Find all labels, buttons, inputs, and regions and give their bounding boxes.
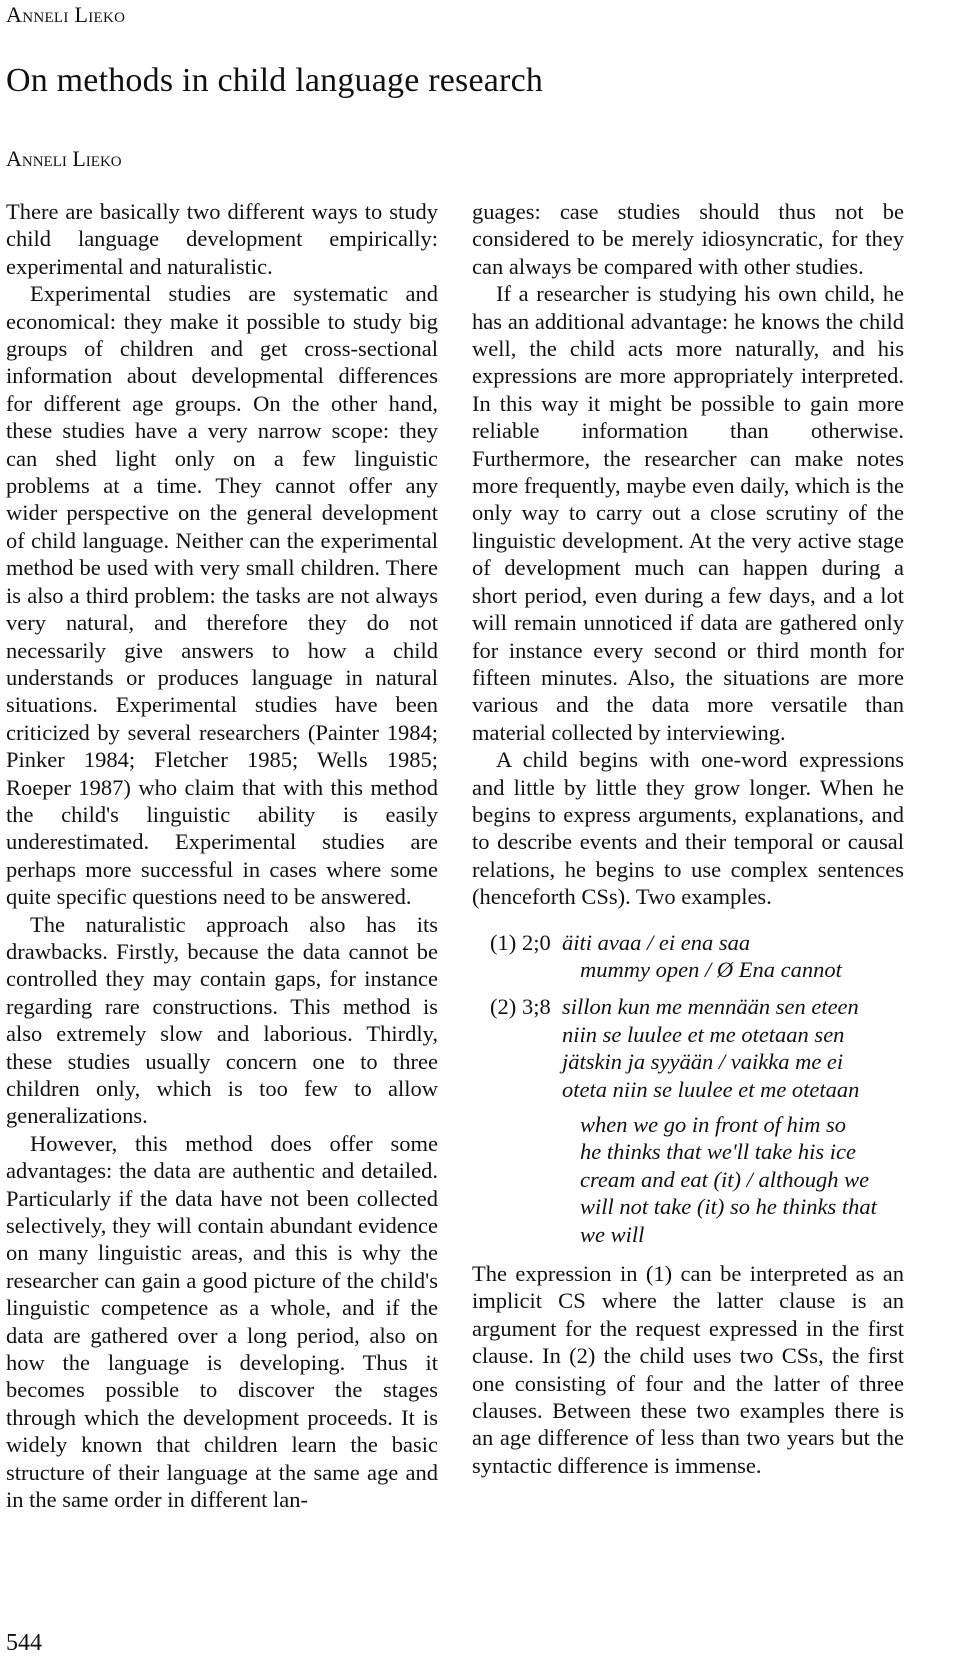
example-line: sillon kun me mennään sen eteen xyxy=(562,994,859,1020)
paragraph: If a researcher is studying his own child, he has an additional advantage: he knows the child well, the child acts more naturally, and his expressions are more appropriately interpreted. In this way it might be possible to gain more reliable information than otherwise. Furthermore, the researcher can make notes more frequently, maybe even daily, which is the only way to carry out a close scrutiny of the linguistic development. At the very active stage of development much can happen during a short period, even during a few days, and a lot will remain unnoticed if data are gathered only for instance every second or third month for fifteen minutes. Also, the situations are more various and the data more versatile than material collected by interviewing. xyxy=(472,281,904,745)
article-author: Anneli Lieko xyxy=(6,146,122,171)
paragraph: Experimental studies are systematic and economical: they make it possible to study big groups of children and get cross-sectional information about developmental differences for different age groups. On the other hand, these studies have a very narrow scope: they can shed light only on a few linguistic problems at a time. They cannot offer any wider perspective on the general development of child language. Neither can the experimental method be used with very small children. There is also a third problem: the tasks are not always very natural, and therefore they do not necessarily give answers to how a child understands or produces language in natural situations. Experimental studies have been criticized by several researchers (Painter 1984; Pinker 1984; Fletcher 1985; Wells 1985; Roeper 1987) who claim that with this method the child's linguistic ability is easily underestimated. Experimental studies are perhaps more successful in cases where some quite specific questions need to be answered. xyxy=(6,281,438,910)
paragraph: The naturalistic approach also has its drawbacks. Firstly, because the data cannot be controlled they may contain gaps, for instance regarding rare constructions. This method is also extremely slow and laborious. Thirdly, these studies usually concern one to three children only, which is too few to allow generalizations. xyxy=(6,911,438,1129)
example-line: oteta niin se luulee et me otetaan xyxy=(562,1076,860,1102)
example-finnish xyxy=(562,993,904,1103)
paragraph: The expression in (1) can be interpreted as an implicit CS where the latter clause is an argument for the request expressed in the first clause. In (2) the child uses two CSs, the first one consisting of four and the latter of three clauses. Between these two examples there is an age difference of less than two years but the syntactic difference is immense. xyxy=(472,1261,904,1478)
example-age: 2;0 xyxy=(522,929,551,955)
gloss-line: when we go in front of him so xyxy=(580,1112,847,1137)
example-gloss xyxy=(472,956,904,983)
example-number: (1) xyxy=(490,929,517,955)
example-line: äiti avaa / ei ena saa xyxy=(562,929,751,955)
paragraph: guages: case studies should thus not be considered to be merely idiosyncratic, for they can always be compared with other studies. xyxy=(472,199,904,279)
running-head: Anneli Lieko xyxy=(6,2,126,27)
right-column xyxy=(472,198,904,1479)
example-age: 3;8 xyxy=(522,994,551,1020)
example-gloss xyxy=(472,1111,904,1248)
example-line: niin se luulee et me otetaan sen xyxy=(562,1021,845,1047)
page-number: 544 xyxy=(6,1630,42,1656)
example-1 xyxy=(472,929,904,984)
gloss-line: cream and eat (it) / although we xyxy=(580,1166,870,1192)
gloss-line: he thinks that we'll take his ice xyxy=(580,1139,856,1165)
example-line: jätskin ja syyään / vaikka me ei xyxy=(562,1049,844,1075)
gloss-line: mummy open / Ø Ena cannot xyxy=(580,956,842,982)
left-column xyxy=(6,198,438,1514)
paragraph: However, this method does offer some advantages: the data are authentic and detailed. Particularly if the data have not been collected selectively, they will contain abundant evidence on many linguistic areas, and this is why the researcher can gain a good picture of the child's linguistic competence as a whole, and if the data are gathered over a long period, also on how the language is developing. Thus it becomes possible to discover the stages through which the development proceeds. It is widely known that children learn the basic structure of their language at the same age and in the same order in different lan- xyxy=(6,1130,438,1513)
example-number: (2) xyxy=(490,994,517,1020)
gloss-line: we will xyxy=(580,1221,645,1247)
article-title: On methods in child language research xyxy=(6,62,544,99)
gloss-line: will not take (it) so he thinks that xyxy=(580,1194,877,1220)
example-2 xyxy=(472,993,904,1248)
example-finnish xyxy=(562,929,904,956)
paragraph: There are basically two different ways to study child language development empirically: experimental and naturalistic. xyxy=(6,199,438,279)
paragraph: A child begins with one-word expressions and little by little they grow longer. When he begins to express arguments, explanations, and to describe events and their temporal or causal relations, he begins to use complex sentences (henceforth CSs). Two examples. xyxy=(472,747,904,910)
